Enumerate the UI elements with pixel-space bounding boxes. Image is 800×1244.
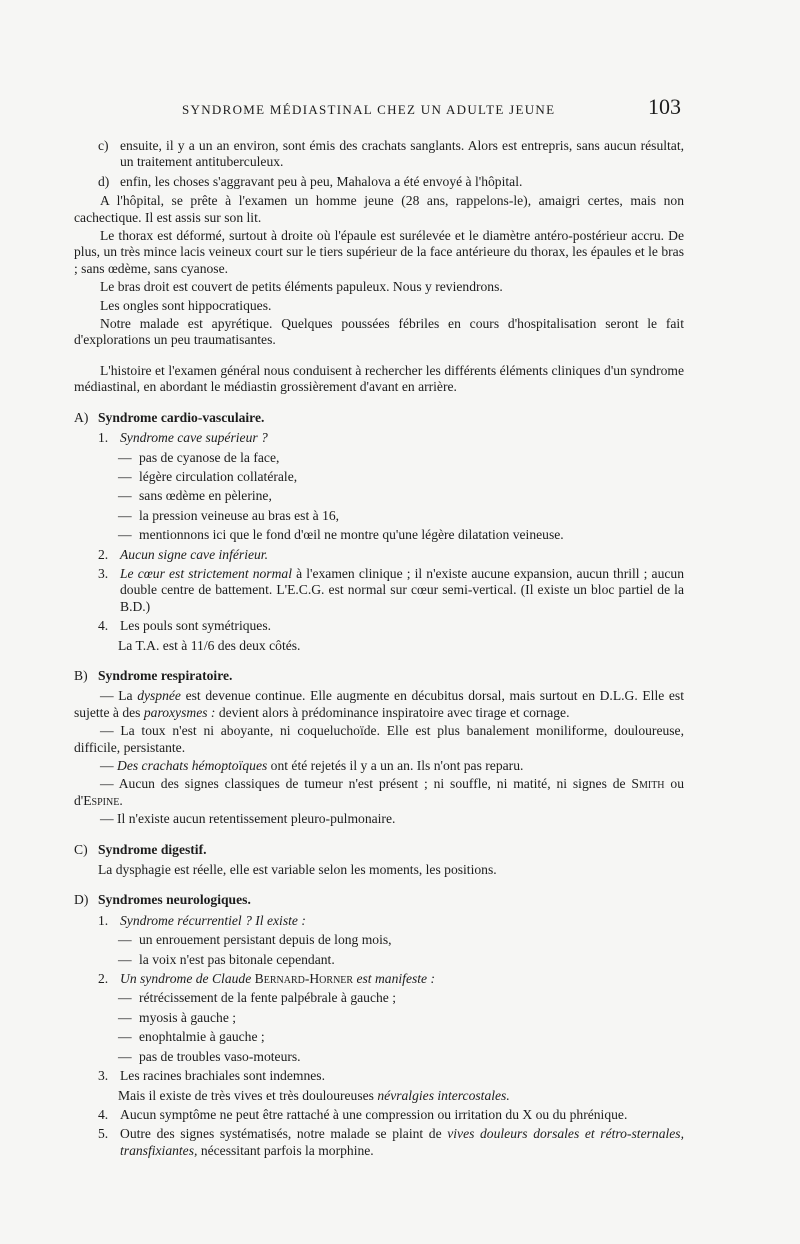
section-b-signes: — Aucun des signes classiques de tumeur n'est présent ; ni souffle, ni matité, ni signes de Smith ou d'Espine.	[74, 776, 684, 808]
section-a-ta: La T.A. est à 11/6 des deux côtés.	[118, 637, 301, 653]
dash-item: — mentionnons ici que le fond d'œil ne montre qu'une légère dilatation veineuse.	[118, 527, 564, 543]
section-d-nevralgies: Mais il existe de très vives et très douloureuses névralgies intercostales.	[118, 1087, 510, 1103]
section-d-heading: D) Syndromes neurologiques.	[74, 892, 251, 908]
section-d-item-3: 3. Les racines brachiales sont indemnes.	[98, 1068, 325, 1084]
page-number: 103	[648, 94, 681, 119]
running-title: SYNDROME MÉDIASTINAL CHEZ UN ADULTE JEUNE	[182, 102, 556, 117]
section-c-heading: C) Syndrome digestif.	[74, 841, 207, 857]
section-a-item-1: 1. Syndrome cave supérieur ?	[98, 430, 268, 446]
section-a-item-4: 4. Les pouls sont symétriques.	[98, 618, 272, 634]
dash-item: — sans œdème en pèlerine,	[118, 488, 272, 504]
section-a-item-2: 2. Aucun signe cave inférieur.	[98, 546, 268, 562]
section-b-heading: B) Syndrome respiratoire.	[74, 667, 233, 683]
dash-item: — légère circulation collatérale,	[118, 468, 298, 484]
page-body	[74, 138, 684, 1162]
paragraph-apyretique: Notre malade est apyrétique. Quelques poussées fébriles en cours d'hospitalisation seront le fait d'explorations un peu traumatisantes.	[74, 316, 684, 348]
section-d-item-5: 5. Outre des signes systématisés, notre malade se plaint de vives douleurs dorsales et rétro-sternales, transfixiantes, nécessitant parfois la morphine.	[98, 1126, 684, 1158]
paragraph-histoire: L'histoire et l'examen général nous conduisent à rechercher les différents éléments cliniques d'un syndrome médiastinal, en abordant le médiastin grossièrement d'avant en arrière.	[74, 362, 684, 395]
paragraph-thorax: Le thorax est déformé, surtout à droite où l'épaule est surélevée et le diamètre antéro-postérieur accru. De plus, un très mince lacis veineux court sur le tiers supérieur de la face antérieure du thorax, les épaules et le bras ; sans œdème, sans cyanose.	[74, 228, 684, 276]
section-b-retentissement: — Il n'existe aucun retentissement pleuro-pulmonaire.	[100, 811, 396, 827]
paragraph-bras: Le bras droit est couvert de petits éléments papuleux. Nous y reviendrons.	[100, 279, 503, 295]
dash-item: — pas de cyanose de la face,	[118, 449, 280, 465]
section-c-text: La dysphagie est réelle, elle est variable selon les moments, les positions.	[98, 862, 497, 878]
intro-item-d: d) enfin, les choses s'aggravant peu à peu, Mahalova a été envoyé à l'hôpital.	[98, 173, 523, 189]
section-b-crachats: — Des crachats hémoptoïques ont été rejetés il y a un an. Ils n'ont pas reparu.	[100, 758, 524, 773]
section-b-toux: — La toux n'est ni aboyante, ni coqueluchoïde. Elle est plus banalement moniliforme, douloureuse, difficile, persistante.	[74, 723, 684, 755]
dash-item: — enophtalmie à gauche ;	[118, 1029, 265, 1045]
dash-item: — la pression veineuse au bras est à 16,	[118, 507, 340, 523]
section-b-dyspnee: — La dyspnée est devenue continue. Elle augmente en décubitus dorsal, mais surtout en D.L.G. Elle est sujette à des paroxysmes : devient alors à prédominance inspiratoire avec tirage et cornage.	[74, 688, 684, 720]
section-a-item-3: 3. Le cœur est strictement normal à l'examen clinique ; il n'existe aucune expansion, aucun thrill ; aucun double centre de battement. L'E.C.G. est normal sur cœur semi-vertical. (Il existe un bloc partiel de la B.D.)	[98, 565, 684, 614]
section-d-item-1: 1. Syndrome récurrentiel ? Il existe :	[98, 912, 306, 928]
paragraph-hopital: A l'hôpital, se prête à l'examen un homme jeune (28 ans, rappelons-le), amaigri certes, mais non cachectique. Il est assis sur son lit.	[74, 193, 684, 225]
intro-item-c: c) ensuite, il y a un an environ, sont émis des crachats sanglants. Alors est entrepris, sans aucun résultat, un traitement antituberculeux.	[98, 138, 684, 170]
dash-item: — rétrécissement de la fente palpébrale à gauche ;	[118, 990, 397, 1006]
dash-item: — un enrouement persistant depuis de long mois,	[118, 932, 392, 948]
page-header	[0, 92, 800, 122]
section-d-item-2: 2. Un syndrome de Claude Bernard-Horner est manifeste :	[98, 971, 435, 987]
dash-item: — la voix n'est pas bitonale cependant.	[118, 951, 335, 967]
paragraph-ongles: Les ongles sont hippocratiques.	[100, 297, 272, 313]
dash-item: — pas de troubles vaso-moteurs.	[118, 1048, 301, 1064]
dash-item: — myosis à gauche ;	[118, 1009, 237, 1025]
section-d-item-4: 4. Aucun symptôme ne peut être rattaché à une compression ou irritation du X ou du phrénique.	[98, 1106, 628, 1122]
section-a-heading: A) Syndrome cardio-vasculaire.	[74, 409, 265, 425]
